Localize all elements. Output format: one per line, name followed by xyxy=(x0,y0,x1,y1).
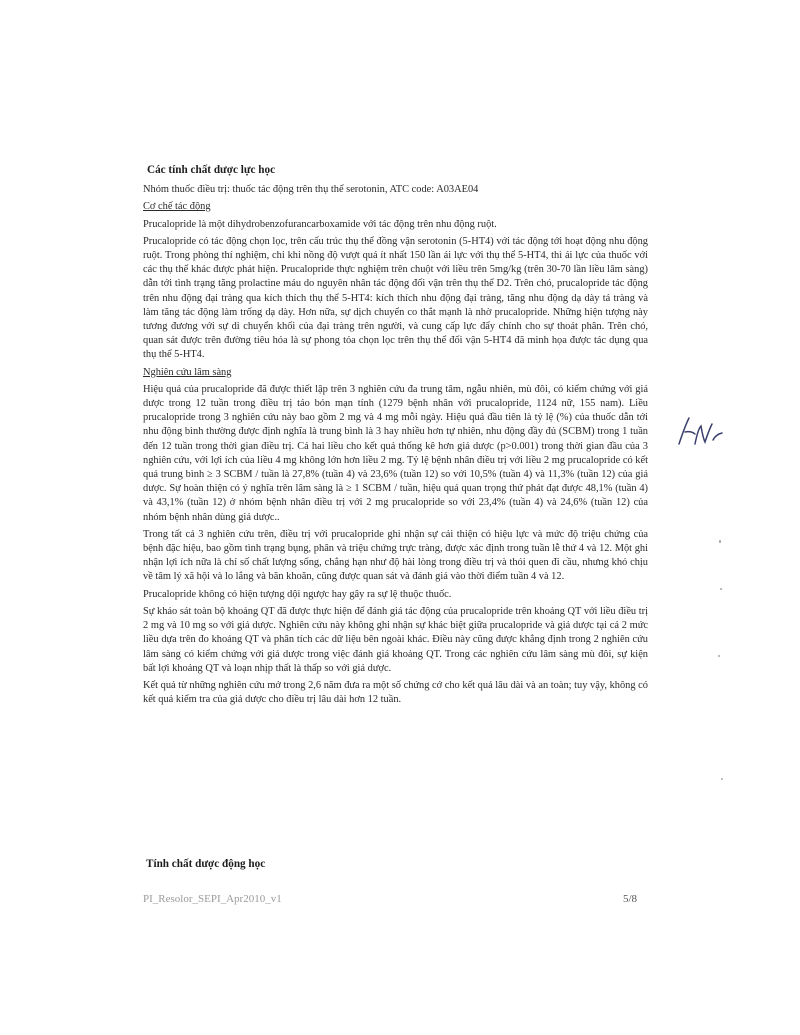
clinical-paragraph: Hiệu quả của prucalopride đã được thiết lập trên 3 nghiên cứu đa trung tâm, ngẫu nhiên, mù đôi, có kiểm chứng với giả dược trong 12 tuần trong điều trị táo bón mạn tính (1279 bệnh nhân với prucalopride, 1124 nữ, 155 nam). Liều prucalopride trong 3 nghiên cứu này bao gồm 2 mg và 4 mg mỗi ngày. Hiệu quả đầu tiên là tỷ lệ (%) của thuốc dẫn tới nhu động bình thường được định nghĩa là trung bình là 3 hay nhiều hơn tự nhiên, nhu động đầy đủ (SCBM) trong 1 tuần đến 12 tuần trong thời gian điều trị. Cả hai liều cho kết quả thống kê hơn giả dược (p>0.001) trong thời gian đầu của 3 nghiên cứu, với lợi ích của liều 4 mg không lớn hơn liều 2 mg. Tỷ lệ bệnh nhân điều trị với liều 2 mg prucalopride có kết quả trung bình ≥ 3 SCBM / tuần là 27,8% (tuần 4) và 23,6% (tuần 12) so với 10,5% (tuần 4) và 11,3% (tuần 12) của giả dược. Sự hoàn thiện có ý nghĩa trên lâm sàng là ≥ 1 SCBM / tuần, hiệu quả quan trọng thứ phát đạt được 48,1% (tuần 4) và 43,1% (tuần 12) ở nhóm bệnh nhân điều trị với 2 mg prucalopride so với 23,4% (tuần 4) và 24,6% (tuần 12) của nhóm bệnh nhân dùng giả dược.. xyxy=(143,383,648,523)
handwritten-initials-signature xyxy=(675,414,725,448)
footer-page-number: 5/8 xyxy=(623,893,638,905)
clinical-paragraph: Prucalopride không có hiện tượng dội ngược hay gây ra sự lệ thuộc thuốc. xyxy=(143,588,452,600)
mechanism-subheading: Cơ chế tác động xyxy=(143,201,211,213)
clinical-studies-subheading: Nghiên cứu lâm sàng xyxy=(143,366,232,378)
mechanism-paragraph: Prucalopride là một dihydrobenzofurancarboxamide với tác động trên nhu động ruột. xyxy=(143,218,497,230)
pharmacodynamics-heading: Các tính chất dược lực học xyxy=(147,164,276,176)
main-content xyxy=(143,163,648,710)
clinical-paragraph: Trong tất cả 3 nghiên cứu trên, điều trị với prucalopride ghi nhận sự cải thiện có hiệu lực và mức độ triệu chứng của bệnh đặc hiệu, bao gồm tình trạng bụng, phân và triệu chứng trực tràng, được xác định trong tuần lễ thứ 4 và 12. Một ghi nhận lợi ích nữa là chỉ số chất lượng sống, chẳng hạn như độ hài lòng trong điều trị và thói quen đi cầu, nhưng khó chịu về tâm lý xã hội và lo lắng và băn khoăn, cũng được quan sát và đánh giá vào thời điểm tuần 4 và 12. xyxy=(143,528,648,583)
therapeutic-group-text: Nhóm thuốc điều trị: thuốc tác động trên thụ thể serotonin, ATC code: A03AE04 xyxy=(143,184,479,196)
clinical-paragraph: Sự khảo sát toàn bộ khoảng QT đã được thực hiện để đánh giá tác động của prucalopride trên khoảng QT với liều điều trị 2 mg và 10 mg so với giả dược. Nghiên cứu này không ghi nhận sự khác biệt giữa prucalopride và giả dược tại cả 2 mức liều dựa trên đo khoảng QT và phân tích các dữ liệu bên ngoài khác. Điều này cũng được khẳng định trong 2 nghiên cứu lâm sàng có kiểm chứng với giả dược trong việc đánh giá khoảng QT. Trong các nghiên cứu lâm sàng mù đôi, sự kiện bất lợi khoảng QT và loạn nhịp thất là thấp so với giả dược. xyxy=(143,605,648,674)
clinical-paragraph: Kết quả từ những nghiên cứu mở trong 2,6 năm đưa ra một số chứng cớ cho kết quả lâu dài và an toàn; tuy vậy, không có kết quả kiểm tra của giả dược cho điều trị lâu dài hơn 12 tuần. xyxy=(143,679,648,706)
pharmacokinetics-heading: Tính chất dược động học xyxy=(146,858,266,870)
footer-document-id: PI_Resolor_SEPI_Apr2010_v1 xyxy=(143,893,282,905)
mechanism-paragraph: Prucalopride có tác động chọn lọc, trên cấu trúc thụ thể đồng vận serotonin (5-HT4) với tác động tới hoạt động nhu động ruột. Trong phòng thí nghiệm, chỉ khi nồng độ vượt quá ít nhất 150 lần ái lực với thụ thể 5-HT4, thì ái lực của thuốc với các thụ thể khác được phát hiện. Prucalopride thực nghiệm trên chuột với liều trên 5mg/kg (trên 30-70 lần liều lâm sàng) dẫn tới tình trạng tăng prolactine máu do nguyên nhân tác động đối vận trên thụ thể D2. Trên chó, prucalopride tác động trên nhu động đại tràng qua kích thích thụ thể 5-HT4: kích thích nhu động đại tràng, tăng nhu động dạ dày tá tràng và làm tăng tác động làm trống dạ dày. Hơn nữa, sự dịch chuyển co thắt mạnh là nhờ prucalopride. Những hiện tượng này tương đương với sự di chuyển khối của đại tràng trên người, và cung cấp lực đẩy chính cho sự thoát phân. Trên chó, quan sát được trên đường tiêu hóa là sự phong tỏa chọn lọc trên thụ thể đối vận 5-HT4 đã minh họa được tác dụng qua thụ thể 5-HT4. xyxy=(143,235,648,361)
